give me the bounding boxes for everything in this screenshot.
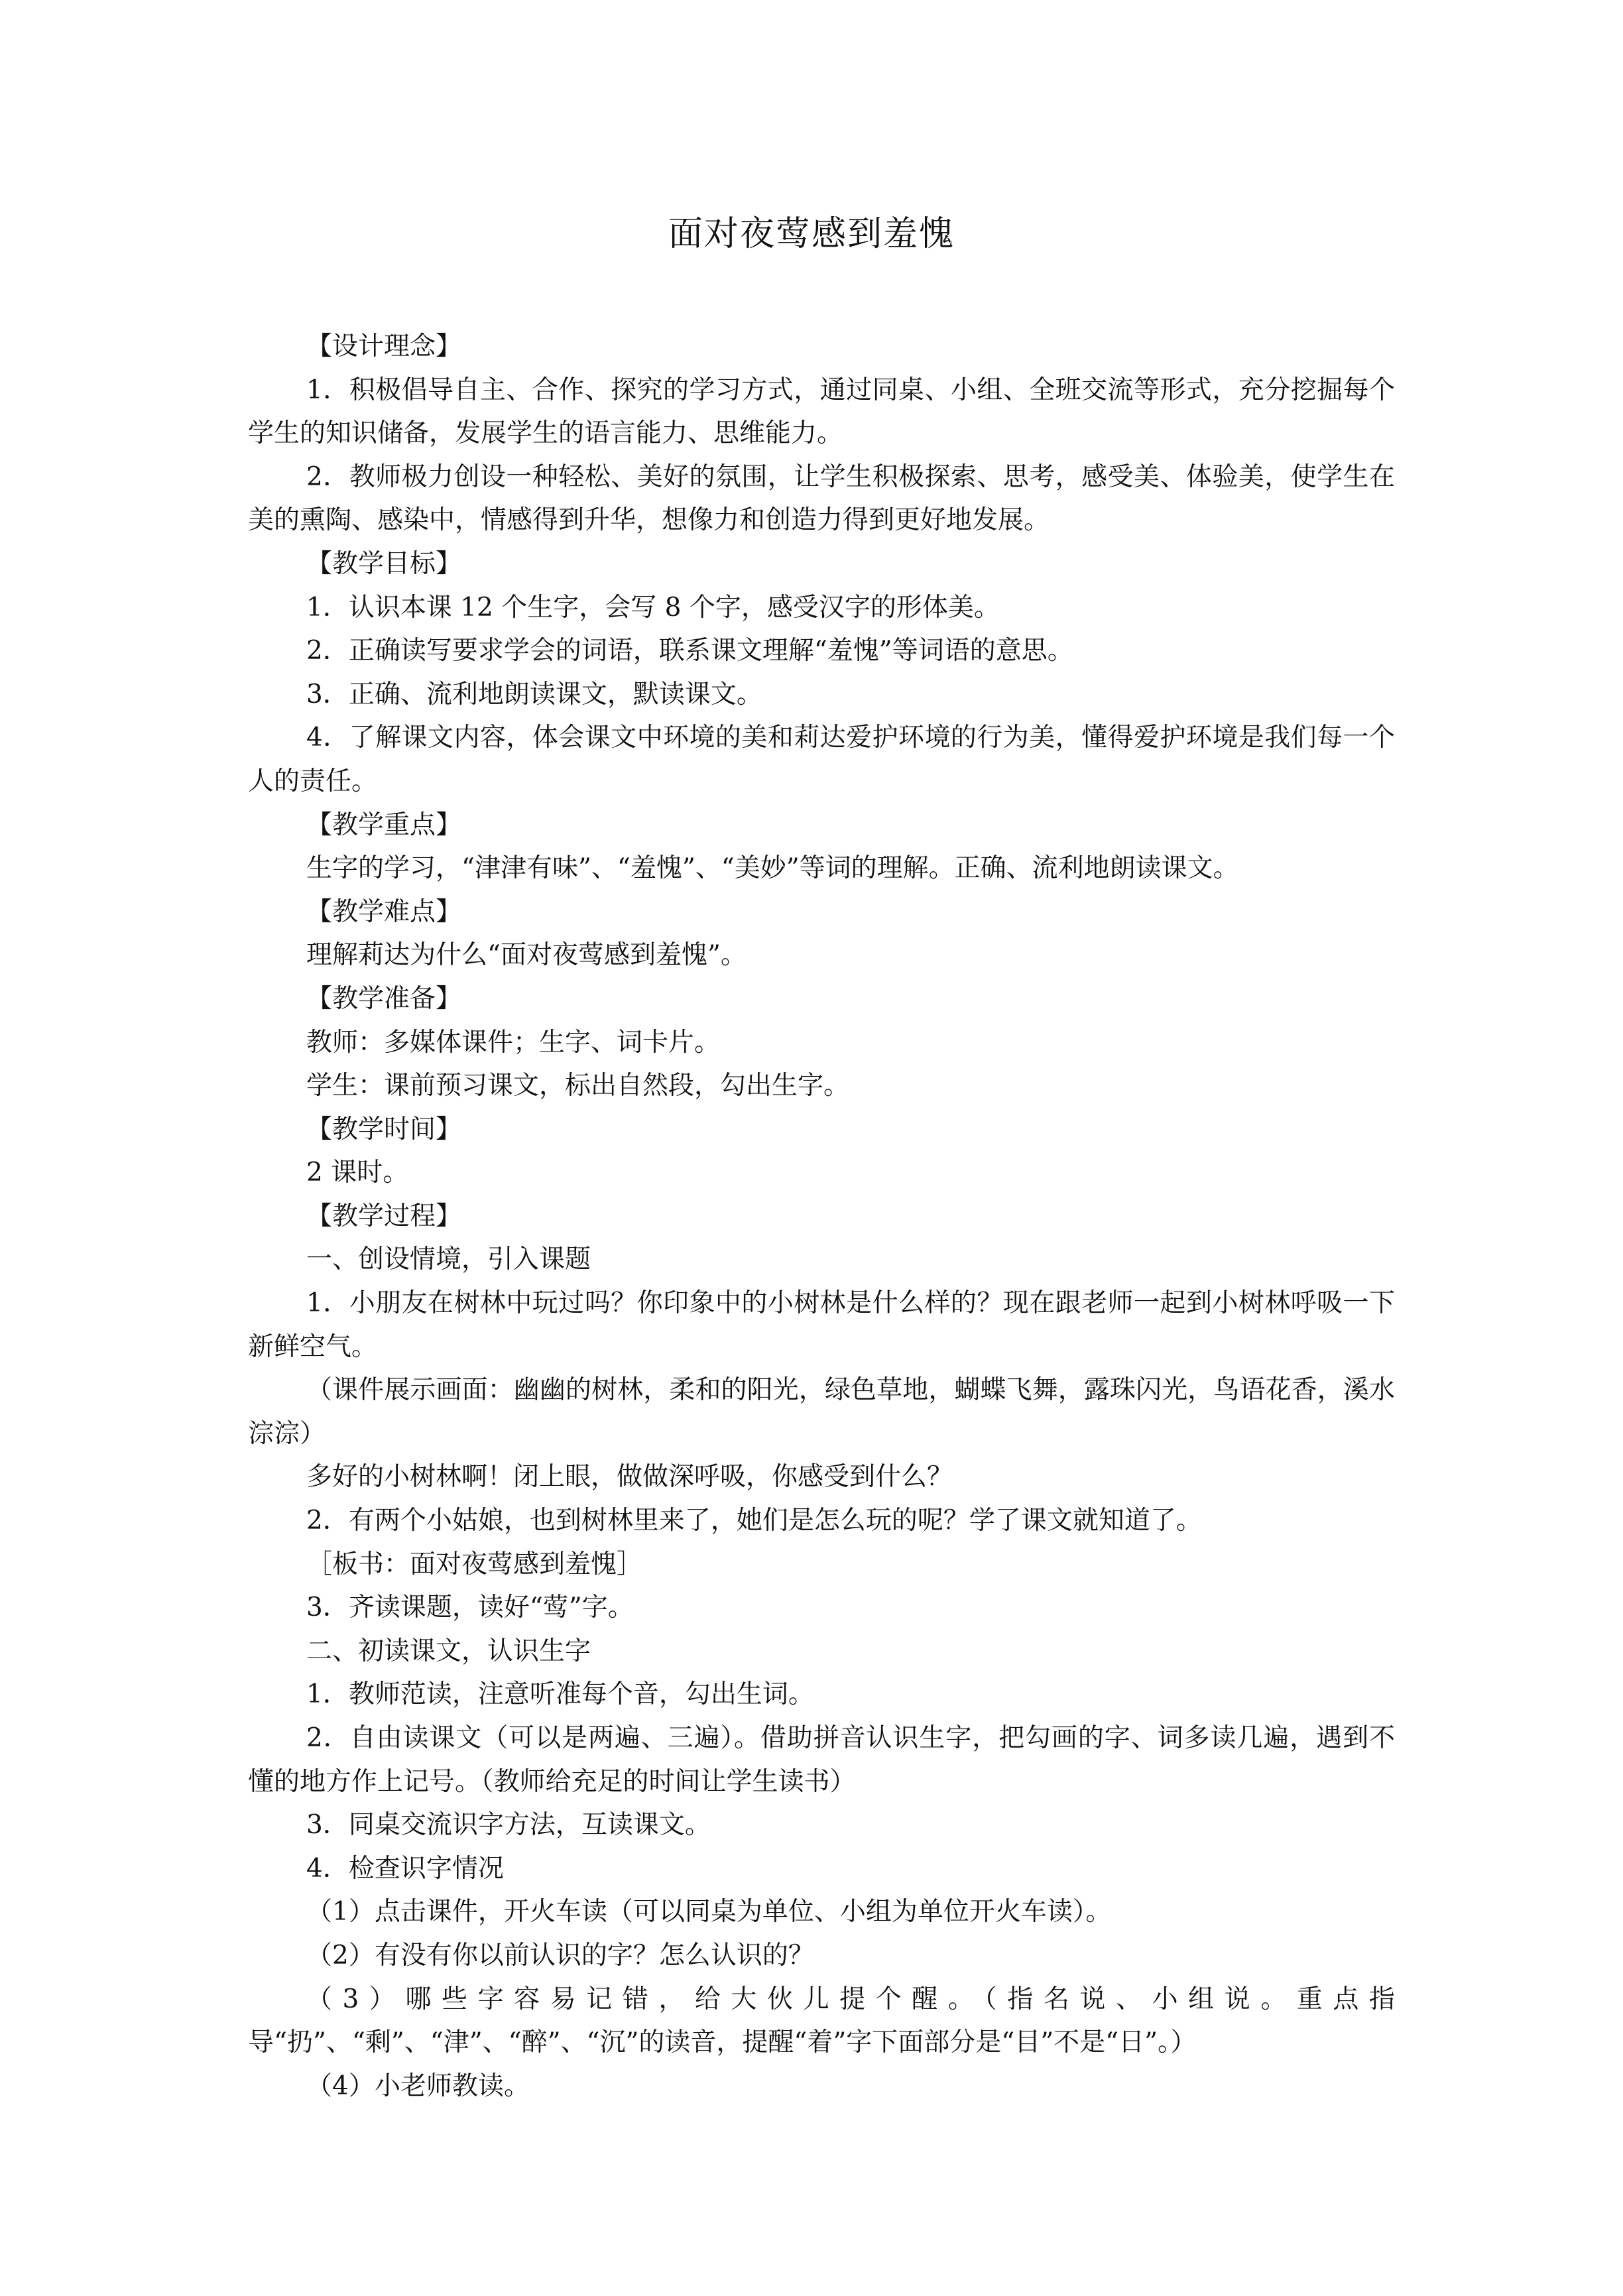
paragraph: 学生：课前预习课文，标出自然段，勾出生字。 [306, 1071, 850, 1101]
paragraph: （1）点击课件，开火车读（可以同桌为单位、小组为单位开火车读）。 [306, 1897, 1112, 1927]
paragraph-section-heading: 一、创设情境，引入课题 [306, 1244, 591, 1275]
paragraph-teaching-goals-heading: 【教学目标】 [306, 548, 462, 579]
paragraph: 1．认识本课 12 个生字，会写 8 个字，感受汉字的形体美。 [306, 592, 1000, 623]
paragraph-section-heading: 二、初读课文，认识生字 [306, 1636, 591, 1666]
paragraph: 4．了解课文内容，体会课文中环境的美和莉达爱护环境的行为美，懂得爱护环境是我们每一个人的责任。 [248, 723, 1395, 796]
paragraph: 教师：多媒体课件；生字、词卡片。 [306, 1027, 721, 1057]
paragraph: 3．齐读课题，读好“莺”字。 [306, 1593, 634, 1623]
paragraph-process-heading: 【教学过程】 [306, 1201, 462, 1231]
paragraph: 3．正确、流利地朗读课文，默读课文。 [306, 679, 762, 709]
paragraph: 多好的小树林啊！闭上眼，做做深呼吸，你感受到什么？ [306, 1462, 953, 1492]
paragraph-difficulties-heading: 【教学难点】 [306, 896, 462, 927]
paragraph: （3）哪些字容易记错，给大伙儿提个醒。（指名说、小组说。重点指导“扔”、“剩”、“津”、“醉”、“沉”的读音，提醒“着”字下面部分是“目”不是“日”。） [248, 1984, 1395, 2058]
paragraph-key-points-heading: 【教学重点】 [306, 810, 462, 840]
paragraph: 2．教师极力创设一种轻松、美好的氛围，让学生积极探索、思考，感受美、体验美，使学生在美的熏陶、感染中，情感得到升华，想像力和创造力得到更好地发展。 [248, 461, 1395, 536]
paragraph-time-heading: 【教学时间】 [306, 1114, 462, 1144]
paragraph-design-concept-heading: 【设计理念】 [306, 332, 462, 361]
paragraph-preparation-heading: 【教学准备】 [306, 983, 462, 1014]
paragraph: 理解莉达为什么“面对夜莺感到羞愧”。 [306, 940, 747, 971]
paragraph: 4．检查识字情况 [306, 1853, 504, 1884]
document-body [248, 325, 1395, 2108]
paragraph: 3．同桌交流识字方法，互读课文。 [306, 1810, 711, 1841]
paragraph: 1．教师范读，注意听准每个音，勾出生词。 [306, 1679, 814, 1710]
paragraph: 2 课时。 [306, 1158, 409, 1188]
paragraph: 2．正确读写要求学会的词语，联系课文理解“羞愧”等词语的意思。 [306, 636, 1073, 666]
paragraph: ［板书：面对夜莺感到羞愧］ [306, 1549, 643, 1579]
paragraph: （课件展示画面：幽幽的树林，柔和的阳光，绿色草地，蝴蝶飞舞，露珠闪光，鸟语花香，溪水淙淙） [248, 1375, 1395, 1449]
paragraph: 生字的学习，“津津有味”、“羞愧”、“美妙”等词的理解。正确、流利地朗读课文。 [306, 853, 1239, 884]
paragraph: 2．自由读课文（可以是两遍、三遍）。借助拼音认识生字，把勾画的字、词多读几遍，遇到不懂的地方作上记号。（教师给充足的时间让学生读书） [248, 1723, 1395, 1797]
document-title: 面对夜莺感到羞愧 [668, 214, 955, 254]
paragraph: （2）有没有你以前认识的字？怎么认识的？ [306, 1940, 814, 1970]
paragraph: 1．积极倡导自主、合作、探究的学习方式，通过同桌、小组、全班交流等形式，充分挖掘每个学生的知识储备，发展学生的语言能力、思维能力。 [248, 375, 1395, 449]
paragraph: 2．有两个小姑娘，也到树林里来了，她们是怎么玩的呢？学了课文就知道了。 [306, 1506, 1202, 1536]
paragraph: （4）小老师教读。 [306, 2071, 530, 2101]
paragraph: 1．小朋友在树林中玩过吗？你印象中的小树林是什么样的？现在跟老师一起到小树林呼吸一下新鲜空气。 [248, 1288, 1395, 1362]
